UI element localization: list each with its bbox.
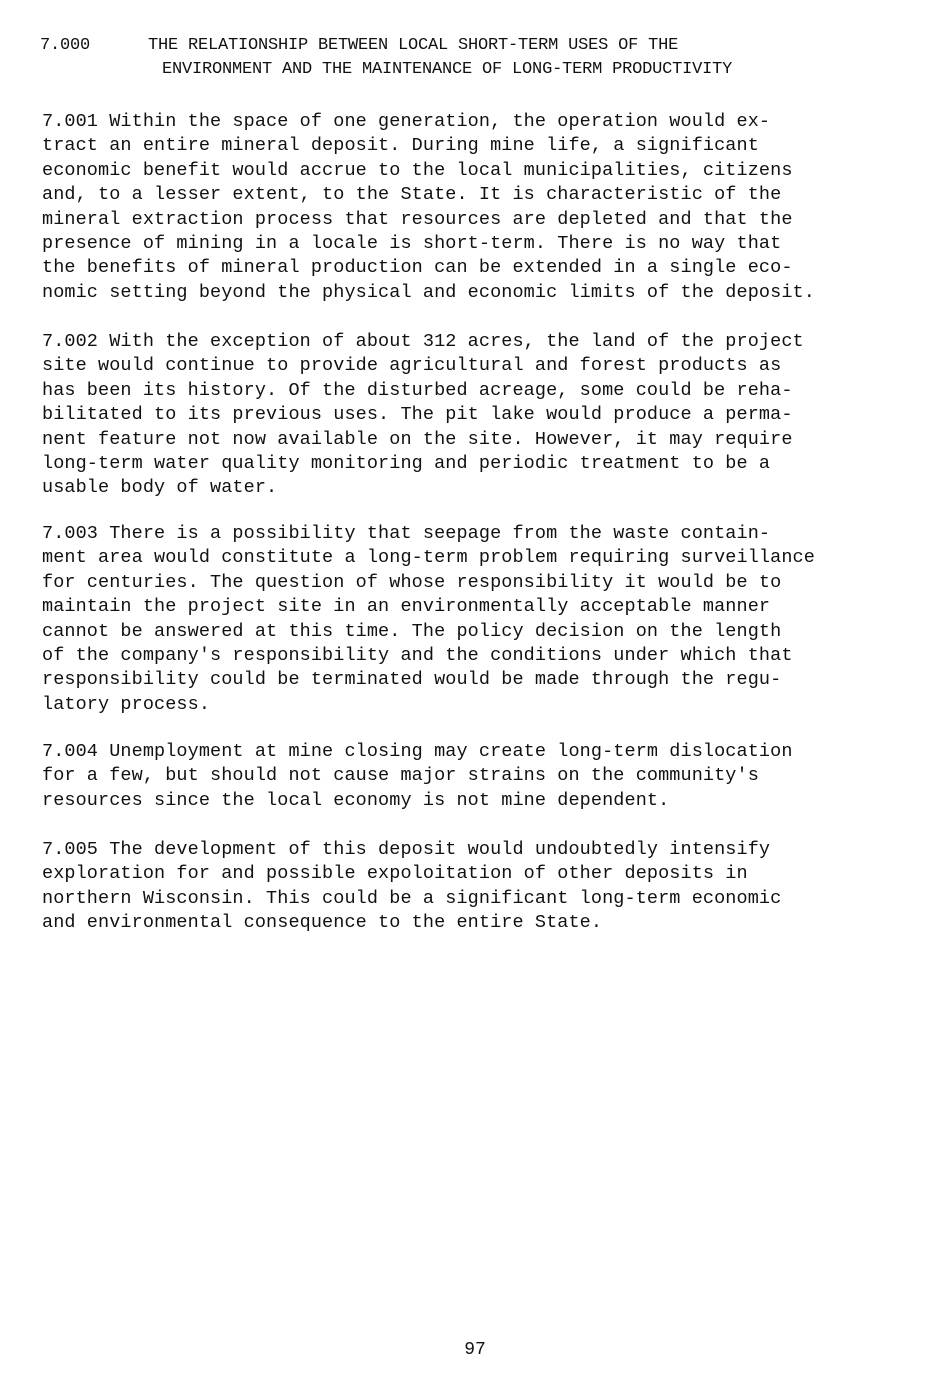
- section-title-line-2: ENVIRONMENT AND THE MAINTENANCE OF LONG-TERM PRODUCTIVITY: [162, 60, 733, 79]
- page-number: 97: [464, 1340, 486, 1360]
- section-title-line-1: THE RELATIONSHIP BETWEEN LOCAL SHORT-TERM USES OF THE: [148, 36, 679, 55]
- paragraph-7-004: 7.004 Unemployment at mine closing may create long-term dislocation for a few, but should not cause major strains on the community's resources since the local economy is not mine dependent.: [42, 741, 793, 811]
- section-number: 7.000: [40, 36, 91, 55]
- paragraph-7-005: 7.005 The development of this deposit would undoubtedly intensify exploration for and possible expoloitation of other deposits in northern Wisconsin. This could be a significant long-term economic and environmental consequence to the entire State.: [42, 839, 782, 934]
- paragraph-7-003: 7.003 There is a possibility that seepage from the waste contain- ment area would constitute a long-term problem requiring surveillance for centuries. The question of whose responsibility it would be to maintain the project site in an environmentally acceptable manner cannot be answered at this time. The policy decision on the length of the company's responsibility and the conditions under which that responsibility could be terminated would be made through the regu- latory process.: [42, 523, 815, 715]
- paragraph-7-001: 7.001 Within the space of one generation, the operation would ex- tract an entire mineral deposit. During mine life, a significant economic benefit would accrue to the local municipalities, citizens and, to a lesser extent, to the State. It is characteristic of the mineral extraction process that resources are depleted and that the presence of mining in a locale is short-term. There is no way that the benefits of mineral production can be extended in a single eco- nomic setting beyond the physical and economic limits of the deposit.: [42, 111, 815, 303]
- paragraph-7-002: 7.002 With the exception of about 312 acres, the land of the project site would continue to provide agricultural and forest products as has been its history. Of the disturbed acreage, some could be reha- bilitated to its previous uses. The pit lake would produce a perma- nent feature not now available on the site. However, it may require long-term water quality monitoring and periodic treatment to be a usable body of water.: [42, 331, 804, 499]
